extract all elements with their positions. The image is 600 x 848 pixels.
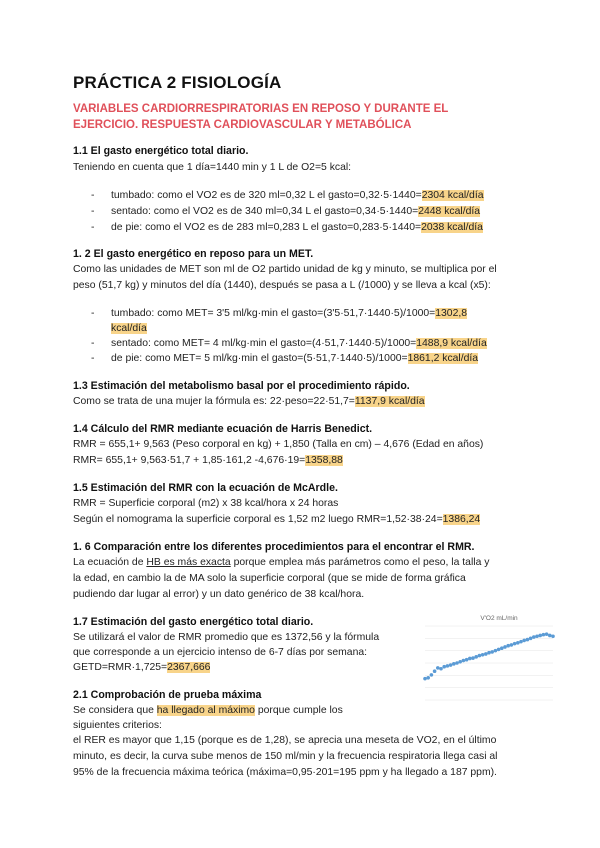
- section-1-6-heading: 1. 6 Comparación entre los diferentes procedimientos para el encontrar el RMR.: [73, 541, 475, 553]
- paragraph-line: Según el nomograma la superficie corporal es 1,52 m2 luego RMR=1,52·38·24=1386,24: [73, 514, 481, 525]
- data-point: [474, 655, 478, 659]
- data-point: [526, 638, 530, 642]
- paragraph-line: la edad, en cambio la de MA solo la superficie corporal (que se mide de forma gráfica: [73, 573, 466, 584]
- section-1-1-heading: 1.1 El gasto energético total diario.: [73, 145, 249, 157]
- highlighted-value: 1861,2 kcal/día: [407, 353, 479, 364]
- paragraph-line: Se considera que ha llegado al máximo porque cumple los: [73, 705, 343, 716]
- vo2-chart: [403, 612, 558, 712]
- data-point: [535, 634, 539, 638]
- section-1-1-intro: Teniendo en cuenta que 1 día=1440 min y 1 L de O2=5 kcal:: [73, 162, 352, 173]
- highlighted-value: 2367,666: [167, 662, 211, 673]
- paragraph-line: RMR= 655,1+ 9,563·51,7 + 1,85·161,2 -4,676·19=1358,88: [73, 455, 343, 466]
- data-point: [439, 667, 443, 671]
- data-point: [465, 658, 469, 662]
- paragraph-line: GETD=RMR·1,725=2367,666: [73, 662, 211, 673]
- highlighted-value: 2304 kcal/día: [421, 190, 484, 201]
- list-item: - tumbado: como MET= 3'5 ml/kg·min el gasto=(3'5·51,7·1440·5)/1000=1302,8: [91, 308, 468, 319]
- paragraph-line: siguientes criterios:: [73, 720, 162, 731]
- section-1-5-heading: 1.5 Estimación del RMR con la ecuación de McArdle.: [73, 482, 338, 494]
- data-point: [542, 633, 546, 637]
- data-point: [490, 650, 494, 654]
- highlighted-value: kcal/día: [111, 323, 147, 334]
- paragraph-line: peso (51,7 kg) y minutos del día (1440), después se pasa a L (/1000) y se lleva a kcal (x5):: [73, 280, 491, 291]
- data-point: [487, 651, 491, 655]
- data-point: [510, 643, 514, 647]
- page-subtitle: VARIABLES CARDIORRESPIRATORIAS EN REPOSO Y DURANTE EL EJERCICIO. RESPUESTA CARDIOVASCULAR Y METABÓLICA: [73, 103, 449, 131]
- data-point: [455, 661, 459, 665]
- list-item: - de pie: como MET= 5 ml/kg·min el gasto=(5·51,7·1440·5)/1000=1861,2 kcal/día: [91, 353, 479, 364]
- section-2-1-heading: 2.1 Comprobación de prueba máxima: [73, 689, 262, 701]
- data-point: [500, 646, 504, 650]
- paragraph-line: La ecuación de HB es más exacta porque emplea más parámetros como el peso, la talla y: [73, 557, 490, 568]
- highlighted-value: 1358,88: [305, 455, 343, 466]
- data-point: [433, 669, 437, 673]
- highlighted-text: ha llegado al máximo: [156, 705, 255, 716]
- data-point: [503, 645, 507, 649]
- highlighted-value: 1488,9 kcal/día: [416, 338, 487, 349]
- data-point: [478, 654, 482, 658]
- paragraph-line: RMR = 655,1+ 9,563 (Peso corporal en kg) + 1,850 (Talla en cm) – 4,676 (Edad en años): [73, 439, 484, 450]
- data-point: [522, 639, 526, 643]
- list-item: - sentado: como MET= 4 ml/kg·min el gasto=(4·51,7·1440·5)/1000=1488,9 kcal/día: [91, 338, 487, 349]
- chart-title: V'O2 mL/min: [480, 615, 518, 622]
- page-title: PRÁCTICA 2 FISIOLOGÍA: [73, 73, 282, 92]
- data-point: [551, 634, 555, 638]
- highlighted-value: 1386,24: [442, 514, 481, 525]
- highlighted-value: 2448 kcal/día: [418, 206, 481, 217]
- paragraph-line: pudiendo dar lugar al error) y un dato genérico de 38 kcal/hora.: [73, 589, 365, 600]
- data-point: [529, 637, 533, 641]
- list-item: - de pie: como el VO2 es de 283 ml=0,283 L el gasto=0,283·5·1440=2038 kcal/día: [91, 222, 483, 233]
- data-point: [426, 676, 430, 680]
- chart-points: [423, 632, 555, 680]
- data-point: [497, 648, 501, 652]
- data-point: [423, 677, 427, 681]
- section-1-4-heading: 1.4 Cálculo del RMR mediante ecuación de Harris Benedict.: [73, 423, 373, 435]
- underlined-text: HB es más exacta: [146, 557, 231, 568]
- list-item: - tumbado: como el VO2 es de 320 ml=0,32 L el gasto=0,32·5·1440=2304 kcal/día: [91, 190, 484, 201]
- data-point: [452, 662, 456, 666]
- paragraph-line: minuto, es decir, la curva sube menos de 150 ml/min y la frecuencia respiratoria llega casi al: [73, 751, 498, 762]
- data-point: [513, 642, 517, 646]
- data-point: [532, 635, 536, 639]
- data-point: [458, 660, 462, 664]
- highlighted-value: 1137,9 kcal/día: [354, 396, 425, 407]
- data-point: [516, 641, 520, 645]
- list-item: - sentado: como el VO2 es de 340 ml=0,34 L el gasto=0,34·5·1440=2448 kcal/día: [91, 206, 481, 217]
- data-point: [442, 665, 446, 669]
- data-point: [446, 664, 450, 668]
- section-1-2-heading: 1. 2 El gasto energético en reposo para un MET.: [73, 248, 314, 260]
- data-point: [538, 634, 542, 638]
- data-point: [471, 656, 475, 660]
- paragraph-line: que corresponde a un ejercicio intenso de 6-7 días por semana:: [73, 647, 368, 658]
- data-point: [481, 653, 485, 657]
- paragraph-line: Como se trata de una mujer la fórmula es: 22·peso=22·51,7=1137,9 kcal/día: [73, 396, 425, 407]
- data-point: [494, 649, 498, 653]
- section-1-7-heading: 1.7 Estimación del gasto energético total diario.: [73, 616, 314, 628]
- data-point: [548, 634, 552, 638]
- data-point: [484, 652, 488, 656]
- data-point: [449, 663, 453, 667]
- paragraph-line: RMR = Superficie corporal (m2) x 38 kcal/hora x 24 horas: [73, 498, 339, 509]
- section-1-3-heading: 1.3 Estimación del metabolismo basal por el procedimiento rápido.: [73, 380, 410, 392]
- paragraph-line: 95% de la frecuencia máxima teórica (máxima=0,95·201=195 ppm y ha llegado a 187 ppm).: [73, 767, 497, 778]
- data-point: [462, 659, 466, 663]
- data-point: [468, 657, 472, 661]
- paragraph-line: Como las unidades de MET son ml de O2 partido unidad de kg y minuto, se multiplica por el: [73, 264, 497, 275]
- paragraph-line: Se utilizará el valor de RMR promedio que es 1372,56 y la fórmula: [73, 632, 380, 643]
- data-point: [436, 666, 440, 670]
- data-point: [519, 640, 523, 644]
- highlighted-value: 1302,8: [435, 308, 468, 319]
- list-item-continuation: [111, 321, 147, 337]
- data-point: [506, 644, 510, 648]
- data-point: [430, 673, 434, 677]
- paragraph-line: el RER es mayor que 1,15 (porque es de 1,28), se aprecia una meseta de VO2, en el último: [73, 735, 497, 746]
- data-point: [545, 632, 549, 636]
- highlighted-value: 2038 kcal/día: [421, 222, 483, 233]
